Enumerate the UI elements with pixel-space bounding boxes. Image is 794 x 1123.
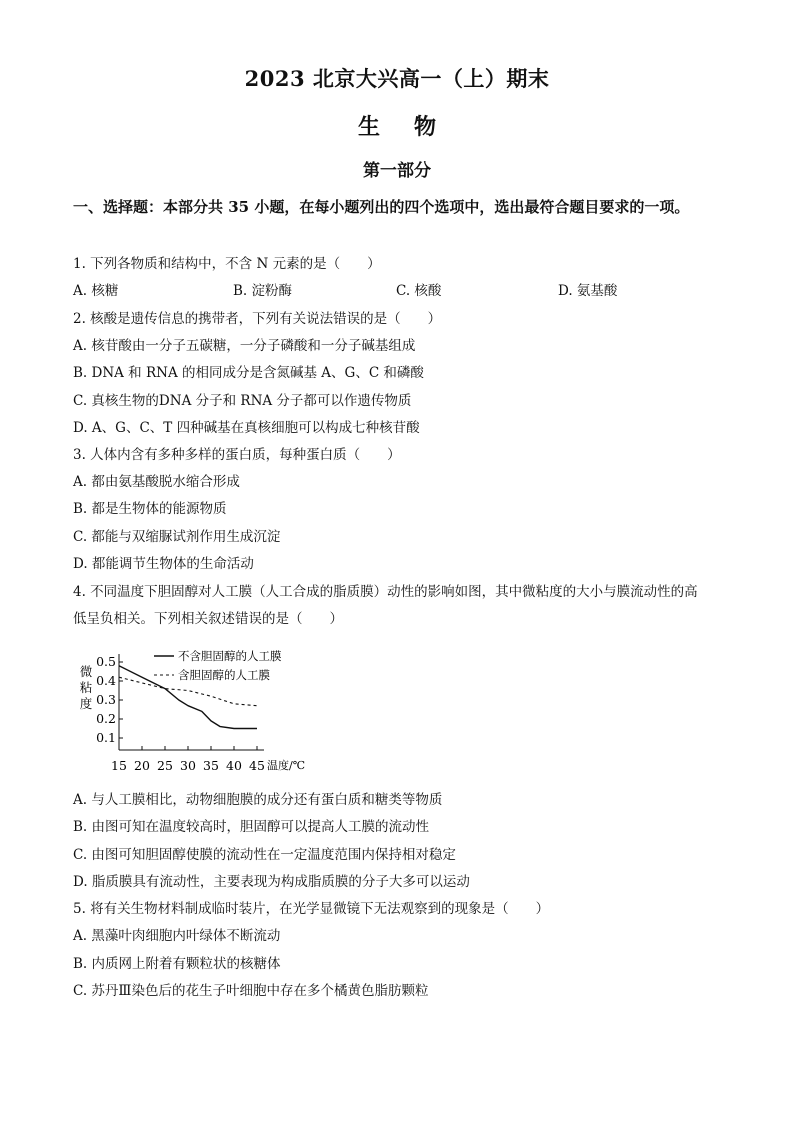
q2-option-c: C. 真核生物的DNA 分子和 RNA 分子都可以作遗传物质 <box>73 393 412 409</box>
x-tick-label: 15 <box>111 758 127 773</box>
y-axis-label-char: 粘 <box>79 680 93 695</box>
q3-option-a: A. 都由氨基酸脱水缩合形成 <box>73 474 240 490</box>
q1-option-d: D. 氨基酸 <box>558 283 618 299</box>
y-tick-label: 0.2 <box>96 711 116 726</box>
chart-x-axis-label: 温度/℃ <box>267 759 306 772</box>
legend-label: 不含胆固醇的人工膜 <box>178 649 282 663</box>
q3-option-d: D. 都能调节生物体的生命活动 <box>73 556 254 572</box>
q1-option-a: A. 核糖 <box>73 283 119 299</box>
q3-option-b: B. 都是生物体的能源物质 <box>73 501 227 517</box>
y-tick-label: 0.4 <box>96 673 116 688</box>
q4-option-c: C. 由图可知胆固醇使膜的流动性在一定温度范围内保持相对稳定 <box>73 847 456 863</box>
chart-legend <box>154 649 282 682</box>
q4-option-d: D. 脂质膜具有流动性，主要表现为构成脂质膜的分子大多可以运动 <box>73 874 470 890</box>
q5-option-a: A. 黑藻叶肉细胞内叶绿体不断流动 <box>73 928 281 944</box>
q1-stem: 1. 下列各物质和结构中，不含 N 元素的是（ ） <box>73 256 381 272</box>
q5-option-b: B. 内质网上附着有颗粒状的核糖体 <box>73 956 281 972</box>
q3-option-c: C. 都能与双缩脲试剂作用生成沉淀 <box>73 529 281 545</box>
section-instruction: 一、选择题：本部分共 35 小题，在每小题列出的四个选项中，选出最符合题目要求的一项。 <box>73 198 690 216</box>
y-axis-label-char: 度 <box>79 696 93 711</box>
x-tick-label: 20 <box>134 758 150 773</box>
x-tick-label: 35 <box>203 758 219 773</box>
q4-stem-line1: 4. 不同温度下胆固醇对人工膜（人工合成的脂质膜）动性的影响如图，其中微粘度的大小与膜流动性的高 <box>73 584 698 600</box>
legend-label: 含胆固醇的人工膜 <box>178 668 270 682</box>
q4-option-a: A. 与人工膜相比，动物细胞膜的成分还有蛋白质和糖类等物质 <box>73 792 443 808</box>
x-tick-label: 25 <box>157 758 173 773</box>
q2-stem: 2. 核酸是遗传信息的携带者，下列有关说法错误的是（ ） <box>73 311 442 327</box>
q4-stem-line2: 低呈负相关。下列相关叙述错误的是（ ） <box>73 611 343 627</box>
x-tick-label: 45 <box>249 758 265 773</box>
exam-title: 2023 北京大兴高一（上）期末 <box>244 66 550 91</box>
y-tick-label: 0.3 <box>96 692 116 707</box>
y-tick-label: 0.1 <box>96 730 116 745</box>
exam-subject: 生物 <box>357 114 470 140</box>
y-tick-label: 0.5 <box>96 654 116 669</box>
q3-stem: 3. 人体内含有多种多样的蛋白质，每种蛋白质（ ） <box>73 447 401 463</box>
q2-option-d: D. A、G、C、T 四种碱基在真核细胞可以构成七种核苷酸 <box>73 420 420 436</box>
viscosity-chart <box>70 640 330 778</box>
q2-option-a: A. 核苷酸由一分子五碳糖，一分子磷酸和一分子碱基组成 <box>73 338 416 354</box>
x-tick-label: 30 <box>180 758 196 773</box>
part-heading: 第一部分 <box>363 161 431 181</box>
chart-y-axis-label <box>80 664 93 711</box>
x-tick-label: 40 <box>226 758 242 773</box>
q1-option-b: B. 淀粉酶 <box>233 283 293 299</box>
q2-option-b: B. DNA 和 RNA 的相同成分是含氮碱基 A、G、C 和磷酸 <box>73 365 424 381</box>
q4-option-b: B. 由图可知在温度较高时，胆固醇可以提高人工膜的流动性 <box>73 819 430 835</box>
q5-stem: 5. 将有关生物材料制成临时装片，在光学显微镜下无法观察到的现象是（ ） <box>73 901 550 917</box>
y-axis-label-char: 微 <box>79 664 93 679</box>
q1-option-c: C. 核酸 <box>396 283 442 299</box>
q5-option-c: C. 苏丹Ⅲ染色后的花生子叶细胞中存在多个橘黄色脂肪颗粒 <box>73 983 429 999</box>
